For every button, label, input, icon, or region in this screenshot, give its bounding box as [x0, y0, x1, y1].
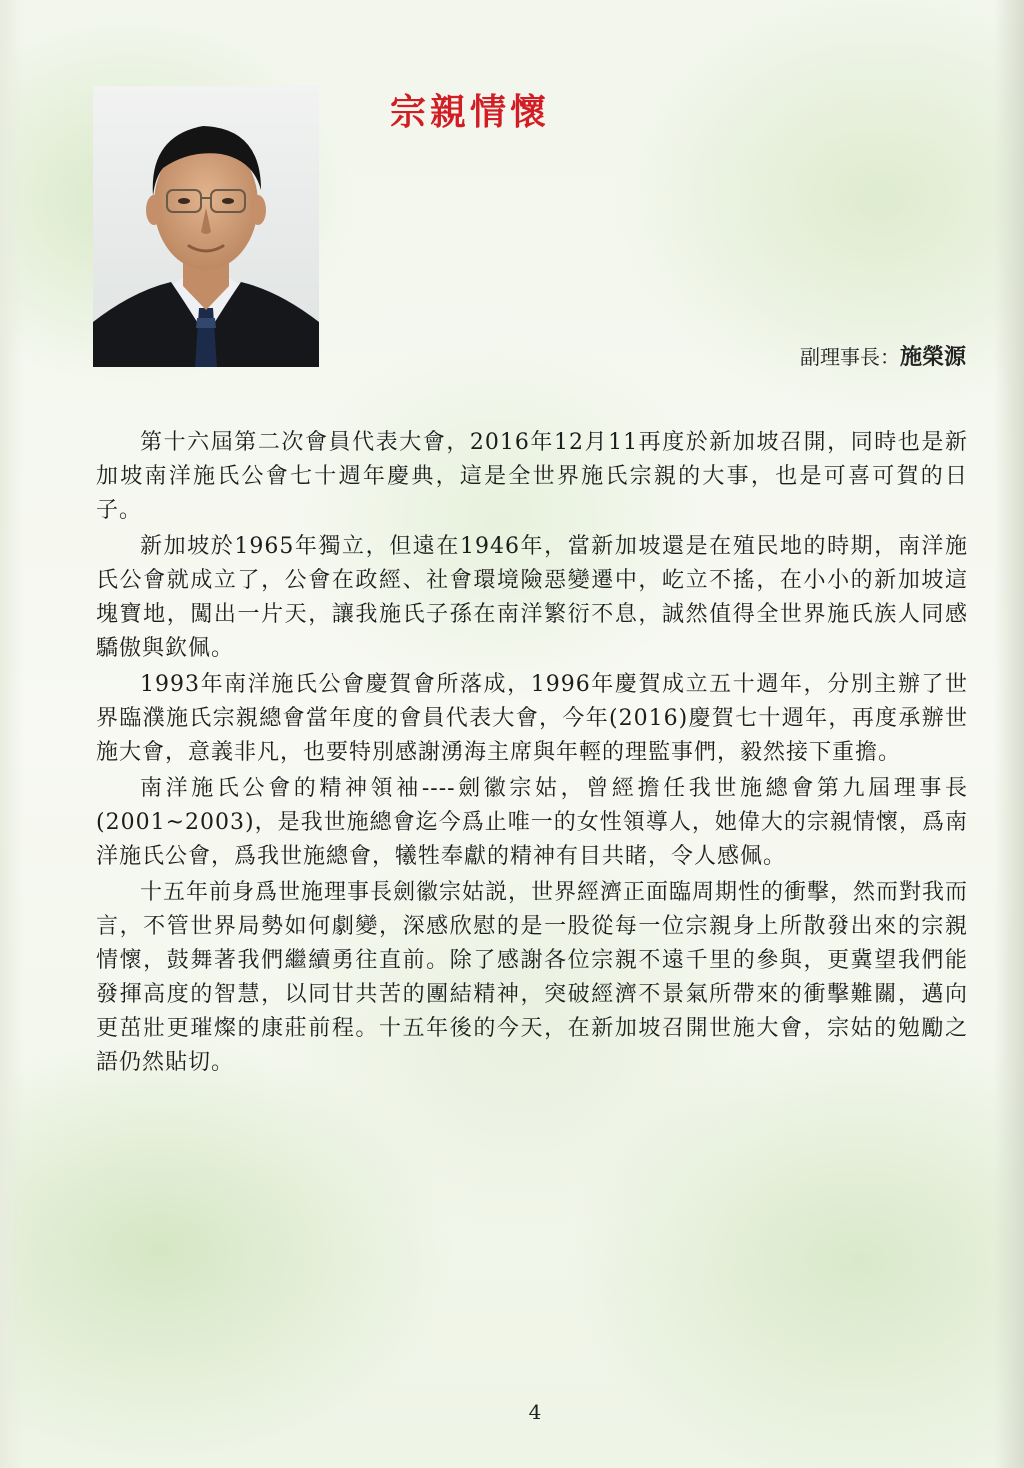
article-paragraph: 南洋施氏公會的精神領袖----劍徽宗姑，曾經擔任我世施總會第九屆理事長(2001~2003)，是我世施總會迄今爲止唯一的女性領導人，她偉大的宗親情懷，爲南洋施氏公會，爲我世施總會，犧牲奉獻的精神有目共睹，令人感佩。	[96, 776, 968, 869]
page-number: 4	[528, 1400, 542, 1424]
article-paragraph: 第十六屆第二次會員代表大會，2016年12月11再度於新加坡召開，同時也是新加坡南洋施氏公會七十週年慶典，這是全世界施氏宗親的大事，也是可喜可賀的日子。	[96, 430, 968, 523]
article-paragraph: 1993年南洋施氏公會慶賀會所落成，1996年慶賀成立五十週年，分別主辦了世界臨濮施氏宗親總會當年度的會員代表大會，今年(2016)慶賀七十週年，再度承辦世施大會，意義非凡，也要特別感謝湧海主席與年輕的理監事們，毅然接下重擔。	[96, 672, 968, 765]
article-title: 宗親情懷	[389, 92, 550, 133]
article-paragraph: 新加坡於1965年獨立，但遠在1946年，當新加坡還是在殖民地的時期，南洋施氏公會就成立了，公會在政經、社會環境險惡變遷中，屹立不搖，在小小的新加坡這塊寶地，闖出一片天，讓我施氏子孫在南洋繁衍不息，誠然值得全世界施氏族人同感驕傲與欽佩。	[96, 534, 968, 661]
author-byline	[800, 340, 966, 371]
author-name: 施榮源	[899, 344, 966, 370]
article-paragraph: 十五年前身爲世施理事長劍徽宗姑説，世界經濟正面臨周期性的衝擊，然而對我而言，不管世界局勢如何劇變，深感欣慰的是一股從每一位宗親身上所散發出來的宗親情懷，鼓舞著我們繼續勇往直前。除了感謝各位宗親不遠千里的參與，更冀望我們能發揮高度的智慧，以同甘共苦的團結精神，突破經濟不景氣所帶來的衝擊難關，邁向更茁壯更璀燦的康莊前程。十五年後的今天，在新加坡召開世施大會，宗姑的勉勵之語仍然貼切。	[96, 880, 969, 1075]
author-portrait	[93, 86, 319, 367]
author-role: 副理事長：	[799, 345, 900, 369]
article-body	[96, 426, 968, 1082]
page-edge-right	[994, 0, 1024, 1468]
page-edge-left	[0, 0, 24, 1468]
